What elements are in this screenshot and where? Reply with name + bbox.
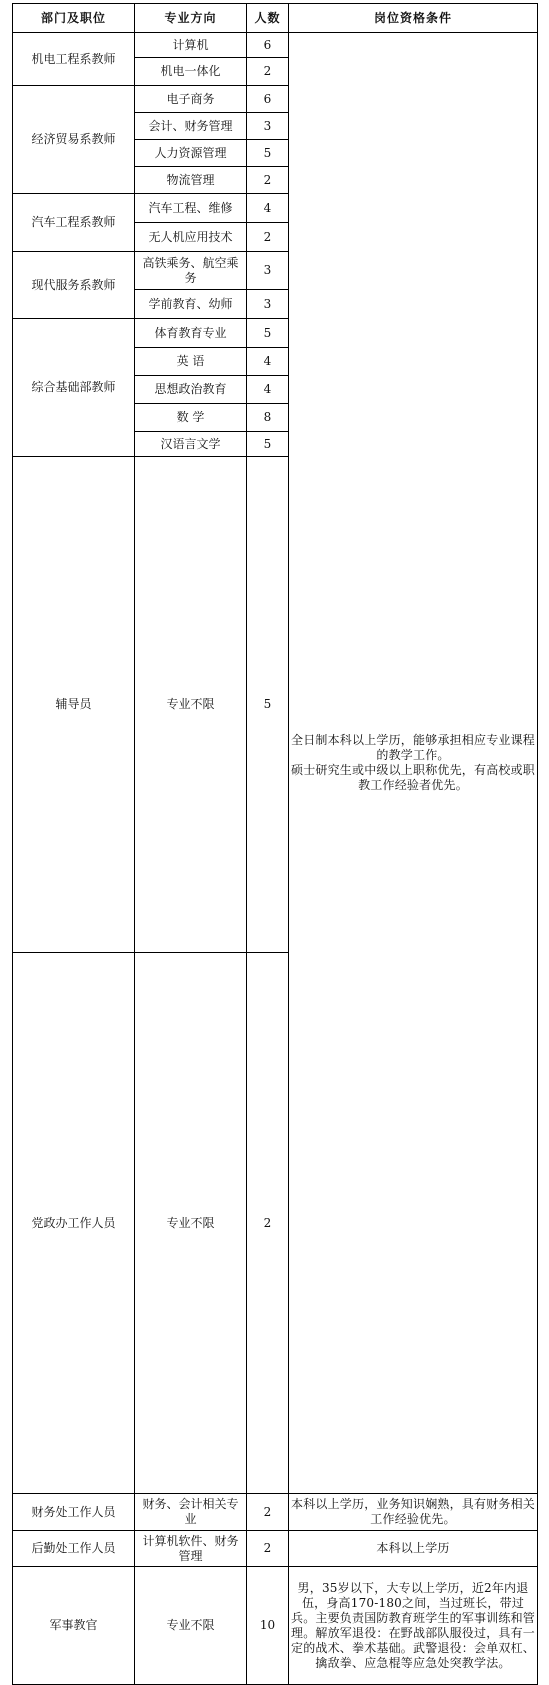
count-cell: 3 [247,290,289,319]
count-cell: 4 [247,194,289,223]
major-cell: 高铁乘务、航空乘务 [135,252,247,290]
count-cell: 4 [247,348,289,376]
count-cell: 4 [247,376,289,404]
major-cell: 计算机 [135,33,247,58]
count-cell: 5 [247,432,289,457]
major-cell: 专业不限 [135,953,247,1494]
requirement-cell: 本科以上学历，业务知识娴熟，具有财务相关工作经验优先。 [289,1494,538,1531]
count-cell: 6 [247,86,289,113]
recruitment-table-wrapper [12,3,538,1685]
major-cell: 人力资源管理 [135,140,247,167]
count-cell: 5 [247,319,289,348]
header-count: 人数 [247,4,289,33]
department-name: 经济贸易系教师 [13,86,135,194]
table-row [13,1531,538,1567]
position-name: 后勤处工作人员 [13,1531,135,1567]
header-major: 专业方向 [135,4,247,33]
position-name: 财务处工作人员 [13,1494,135,1531]
count-cell: 6 [247,33,289,58]
teacher-requirement-line: 硕士研究生或中级以上职称优先，有高校或职教工作经验者优先。 [291,763,536,792]
major-cell: 学前教育、幼师 [135,290,247,319]
count-cell: 2 [247,1494,289,1531]
count-cell: 2 [247,167,289,194]
count-cell: 2 [247,58,289,86]
department-name: 机电工程系教师 [13,33,135,86]
major-cell: 专业不限 [135,457,247,953]
count-cell: 5 [247,457,289,953]
count-cell: 2 [247,953,289,1494]
count-cell: 5 [247,140,289,167]
header-requirement: 岗位资格条件 [289,4,538,33]
count-cell: 3 [247,252,289,290]
table-row [13,33,538,58]
major-cell: 体育教育专业 [135,319,247,348]
major-cell: 汽车工程、维修 [135,194,247,223]
department-name: 综合基础部教师 [13,319,135,457]
teacher-requirement-cell [289,33,538,1494]
major-cell: 计算机软件、财务管理 [135,1531,247,1567]
major-cell: 财务、会计相关专业 [135,1494,247,1531]
major-cell: 英 语 [135,348,247,376]
position-name: 党政办工作人员 [13,953,135,1494]
major-cell: 数 学 [135,404,247,432]
position-name: 军事教官 [13,1567,135,1685]
department-name: 现代服务系教师 [13,252,135,319]
count-cell: 3 [247,113,289,140]
department-name: 汽车工程系教师 [13,194,135,252]
header-department: 部门及职位 [13,4,135,33]
recruitment-table [12,3,538,1685]
requirement-cell: 男，35岁以下，大专以上学历，近2年内退伍，身高170-180之间，当过班长，带过兵。主要负责国防教育班学生的军事训练和管理。解放军退役：在野战部队服役过，具有一定的战术、拳术基础。武警退役：会单双杠、擒敌拳、应急棍等应急处突教学法。 [289,1567,538,1685]
major-cell: 专业不限 [135,1567,247,1685]
count-cell: 8 [247,404,289,432]
position-name: 辅导员 [13,457,135,953]
major-cell: 汉语言文学 [135,432,247,457]
teacher-requirement-line: 全日制本科以上学历，能够承担相应专业课程的教学工作。 [291,733,536,762]
count-cell: 10 [247,1567,289,1685]
requirement-cell: 本科以上学历 [289,1531,538,1567]
table-row [13,1567,538,1685]
table-row [13,1494,538,1531]
major-cell: 机电一体化 [135,58,247,86]
major-cell: 思想政治教育 [135,376,247,404]
count-cell: 2 [247,1531,289,1567]
major-cell: 会计、财务管理 [135,113,247,140]
major-cell: 物流管理 [135,167,247,194]
header-row [13,4,538,33]
major-cell: 电子商务 [135,86,247,113]
major-cell: 无人机应用技术 [135,223,247,252]
count-cell: 2 [247,223,289,252]
